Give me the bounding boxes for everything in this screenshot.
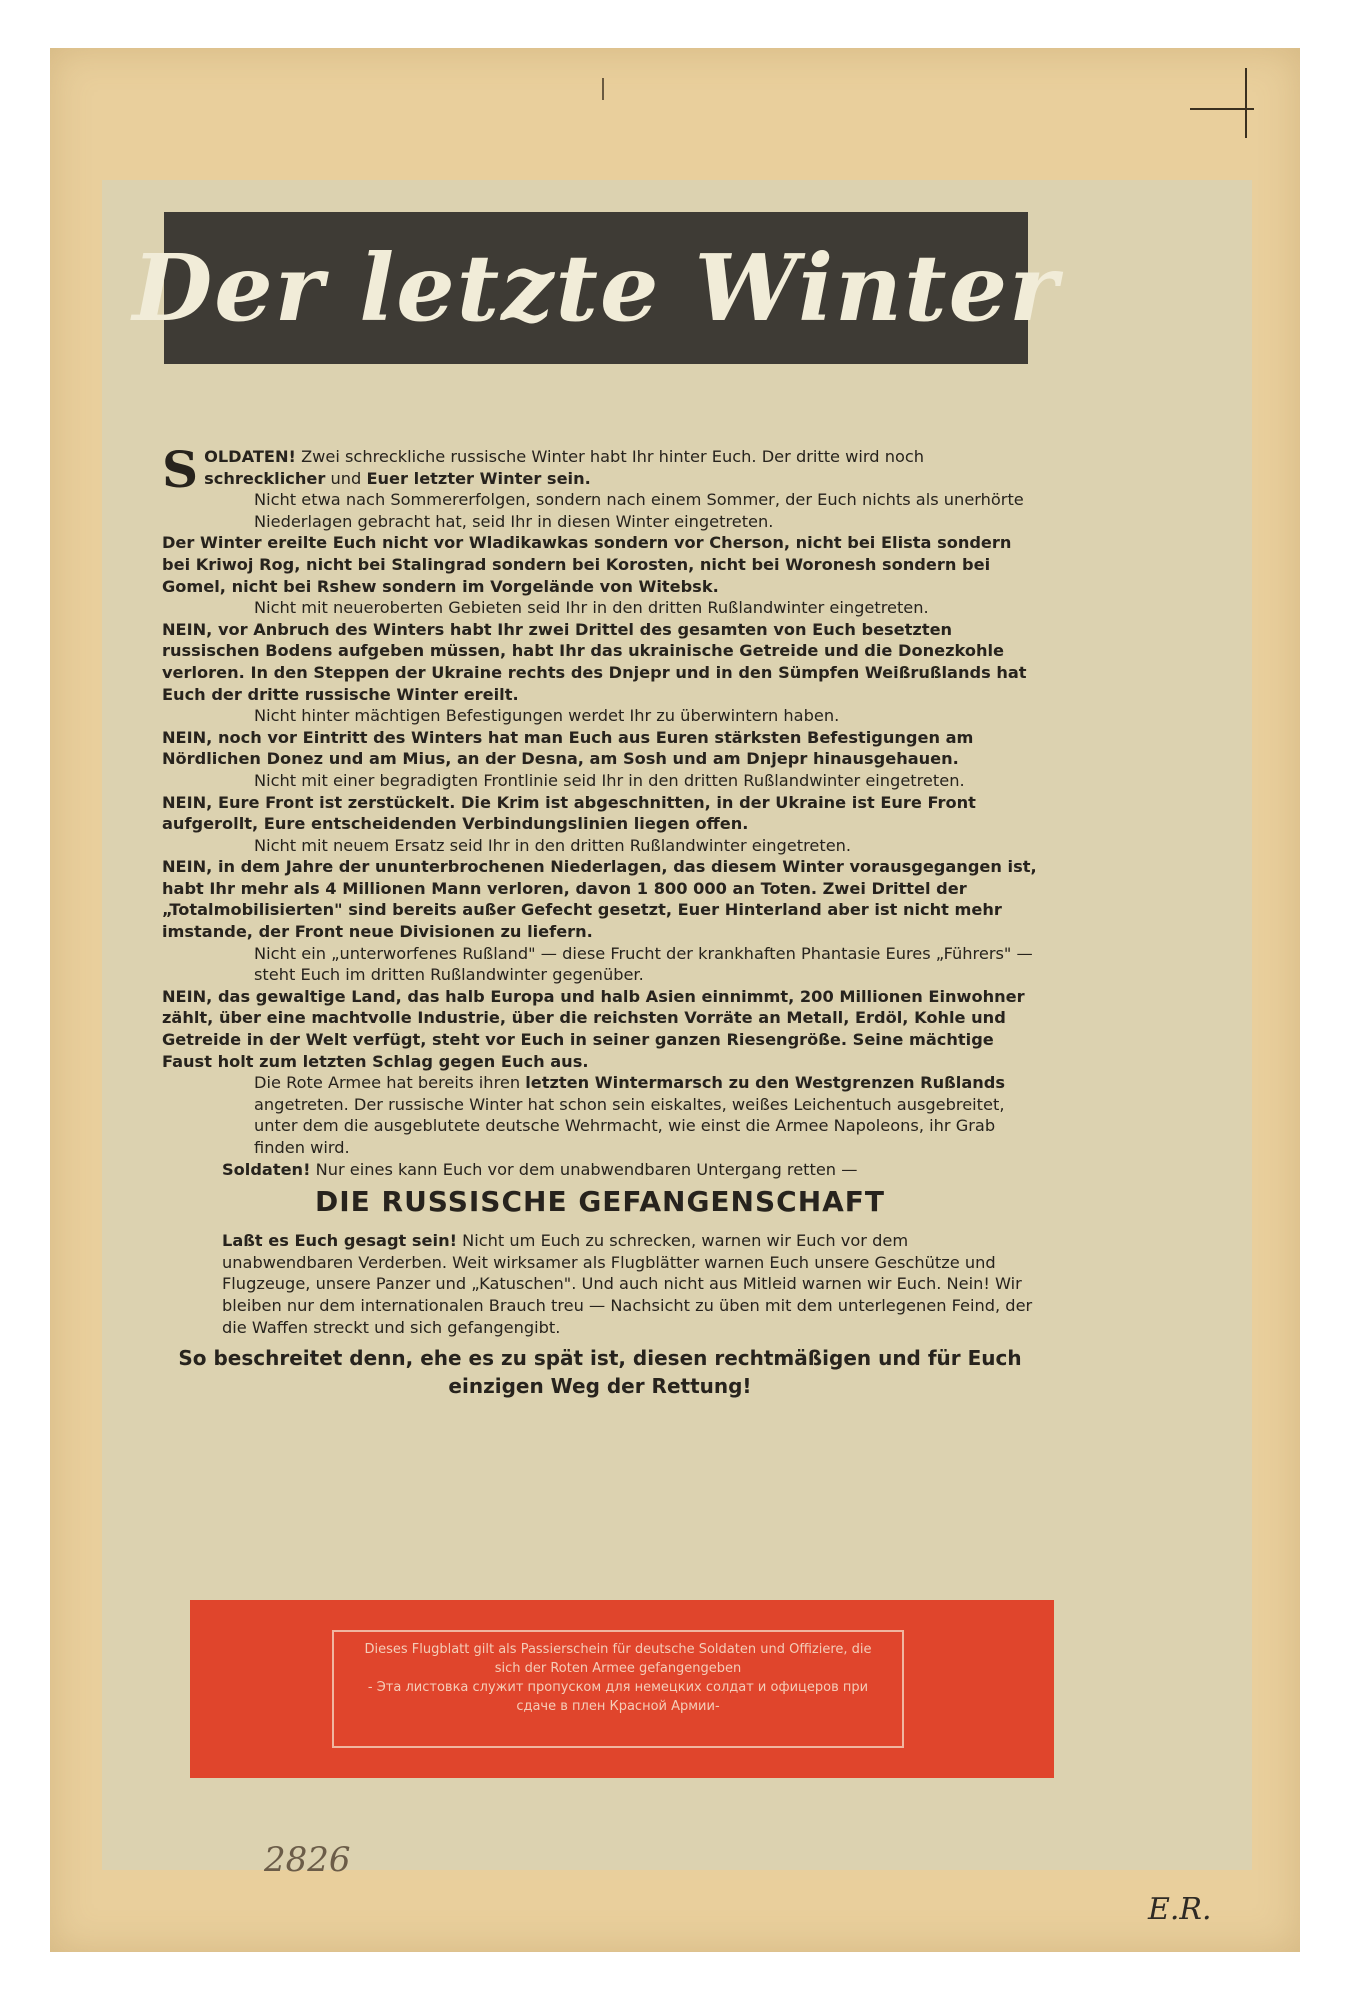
paragraph-14 bbox=[162, 1072, 1038, 1158]
crop-mark-vertical bbox=[1245, 68, 1247, 138]
closing-line: So beschreitet denn, ehe es zu spät ist, diesen rechtmäßigen und für Euch einzigen Weg der Rettung! bbox=[178, 1346, 1022, 1399]
leaflet-body bbox=[162, 440, 1038, 1400]
paragraph-9: NEIN, Eure Front ist zerstückelt. Die Krim ist abgeschnitten, in der Ukraine ist Eure Front aufgerollt, Eure entscheidenden Verbindungslinien liegen offen. bbox=[162, 792, 976, 834]
paragraph-7: NEIN, noch vor Eintritt des Winters hat man Euch aus Euren stärksten Befestigungen am Nördlichen Donez und am Mius, an der Desna, am Sosh und am Dnjepr hinausgehauen. bbox=[162, 727, 974, 769]
paragraph-8: Nicht mit einer begradigten Frontlinie seid Ihr in den dritten Rußlandwinter eingetreten. bbox=[254, 770, 965, 790]
dropcap: S bbox=[162, 440, 199, 499]
paragraph-16 bbox=[162, 1230, 1038, 1338]
title-banner bbox=[132, 212, 1060, 364]
emphasis: Euer letzter Winter sein. bbox=[366, 468, 591, 488]
paragraph-5: NEIN, vor Anbruch des Winters habt Ihr zwei Drittel des gesamten von Euch besetzten russischen Bodens aufgeben müssen, habt Ihr das ukrainische Getreide und die Donezkohle verloren. In den Steppen der Ukraine rechts des Dnjepr und in den Sümpfen Weißrußlands hat Euch der dritte russische Winter ereilt. bbox=[162, 619, 1027, 704]
section-heading: DIE RUSSISCHE GEFANGENSCHAFT bbox=[314, 1185, 886, 1219]
emphasis: schrecklicher bbox=[204, 468, 326, 488]
text: Nur eines kann Euch vor dem unabwendbaren Untergang retten — bbox=[310, 1159, 858, 1179]
paragraph-13: NEIN, das gewaltige Land, das halb Europa und halb Asien einnimmt, 200 Millionen Einwohner zählt, über eine machtvolle Industrie, über die reichsten Vorräte an Metall, Erdöl, Kohle und Getreide in der Welt verfügt, steht vor Euch in seiner ganzen Riesengröße. Seine mächtige Faust holt zum letzten Schlag gegen Euch aus. bbox=[162, 986, 1025, 1071]
paragraph-10: Nicht mit neuem Ersatz seid Ihr in den dritten Rußlandwinter eingetreten. bbox=[254, 835, 852, 855]
passierschein-box bbox=[190, 1600, 1054, 1778]
leaflet-title: Der letzte Winter bbox=[132, 234, 1060, 342]
handwritten-initials: E.R. bbox=[1148, 1892, 1212, 1927]
paragraph-11: NEIN, in dem Jahre der ununterbrochenen Niederlagen, das diesem Winter vorausgegangen ist, habt Ihr mehr als 4 Millionen Mann verloren, davon 1 800 000 an Toten. Zwei Drittel der „Totalmobilisierten" sind bereits außer Gefecht gesetzt, Euer Hinterland aber ist nicht mehr imstande, der Front neue Divisionen zu liefern. bbox=[162, 857, 1037, 942]
lead-word: Soldaten! bbox=[222, 1159, 311, 1179]
paragraph-15 bbox=[162, 1159, 1038, 1181]
paragraph-6: Nicht hinter mächtigen Befestigungen werdet Ihr zu überwintern haben. bbox=[254, 706, 840, 726]
fold-mark bbox=[602, 78, 604, 100]
text: und bbox=[325, 468, 367, 488]
text: Nicht um Euch zu schrecken, warnen wir Euch vor dem unabwendbaren Verderben. Weit wirksamer als Flugblätter warnen Euch unsere Geschütze und Flugzeuge, unsere Panzer und „Katuschen". Und auch nicht aus Mitleid warnen wir Euch. Nein! Wir bleiben nur dem internationalen Brauch treu — Nachsicht zu üben mit dem unterlegenen Feind, der die Waffen streckt und sich gefangengibt. bbox=[222, 1231, 1033, 1337]
text: angetreten. Der russische Winter hat schon sein eiskaltes, weißes Leichentuch ausgebreitet, unter dem die ausgeblutete deutsche Wehrmacht, wie einst die Armee Napoleons, ihr Grab finden wird. bbox=[254, 1094, 1005, 1157]
lead-word: Laßt es Euch gesagt sein! bbox=[222, 1231, 457, 1251]
pass-text-russian: - Эта листовка служит пропуском для немецких солдат и офицеров при сдаче в плен Красной Армии- bbox=[367, 1680, 869, 1714]
text: Die Rote Armee hat bereits ihren bbox=[254, 1073, 526, 1093]
paragraph-1 bbox=[162, 440, 1038, 499]
text: Zwei schreckliche russische Winter habt Ihr hinter Euch. Der dritte wird noch bbox=[295, 447, 925, 466]
passierschein-frame bbox=[332, 1630, 904, 1748]
paragraph-3: Der Winter ereilte Euch nicht vor Wladikawkas sondern vor Cherson, nicht bei Elista sondern bei Kriwoj Rog, nicht bei Stalingrad sondern bei Korosten, nicht bei Woronesh sondern bei Gomel, nicht bei Rshew sondern im Vorgelände von Witebsk. bbox=[162, 533, 1012, 596]
paragraph-4: Nicht mit neueroberten Gebieten seid Ihr in den dritten Rußlandwinter eingetreten. bbox=[254, 598, 929, 618]
paragraph-2: Nicht etwa nach Sommererfolgen, sondern nach einem Sommer, der Euch nichts als unerhörte Niederlagen gebracht hat, seid Ihr in diesen Winter eingetreten. bbox=[254, 490, 1024, 531]
handwritten-number: 2826 bbox=[264, 1840, 351, 1880]
lead-word: OLDATEN! bbox=[204, 447, 296, 466]
paragraph-12: Nicht ein „unterworfenes Rußland" — diese Frucht der krankhaften Phantasie Eures „Führers" — steht Euch im dritten Rußlandwinter gegenüber. bbox=[254, 943, 1033, 985]
pass-text-german: Dieses Flugblatt gilt als Passierschein für deutsche Soldaten und Offiziere, die sich der Roten Armee gefangengeben bbox=[364, 1642, 872, 1676]
emphasis: letzten Wintermarsch zu den Westgrenzen Rußlands bbox=[525, 1073, 1006, 1093]
